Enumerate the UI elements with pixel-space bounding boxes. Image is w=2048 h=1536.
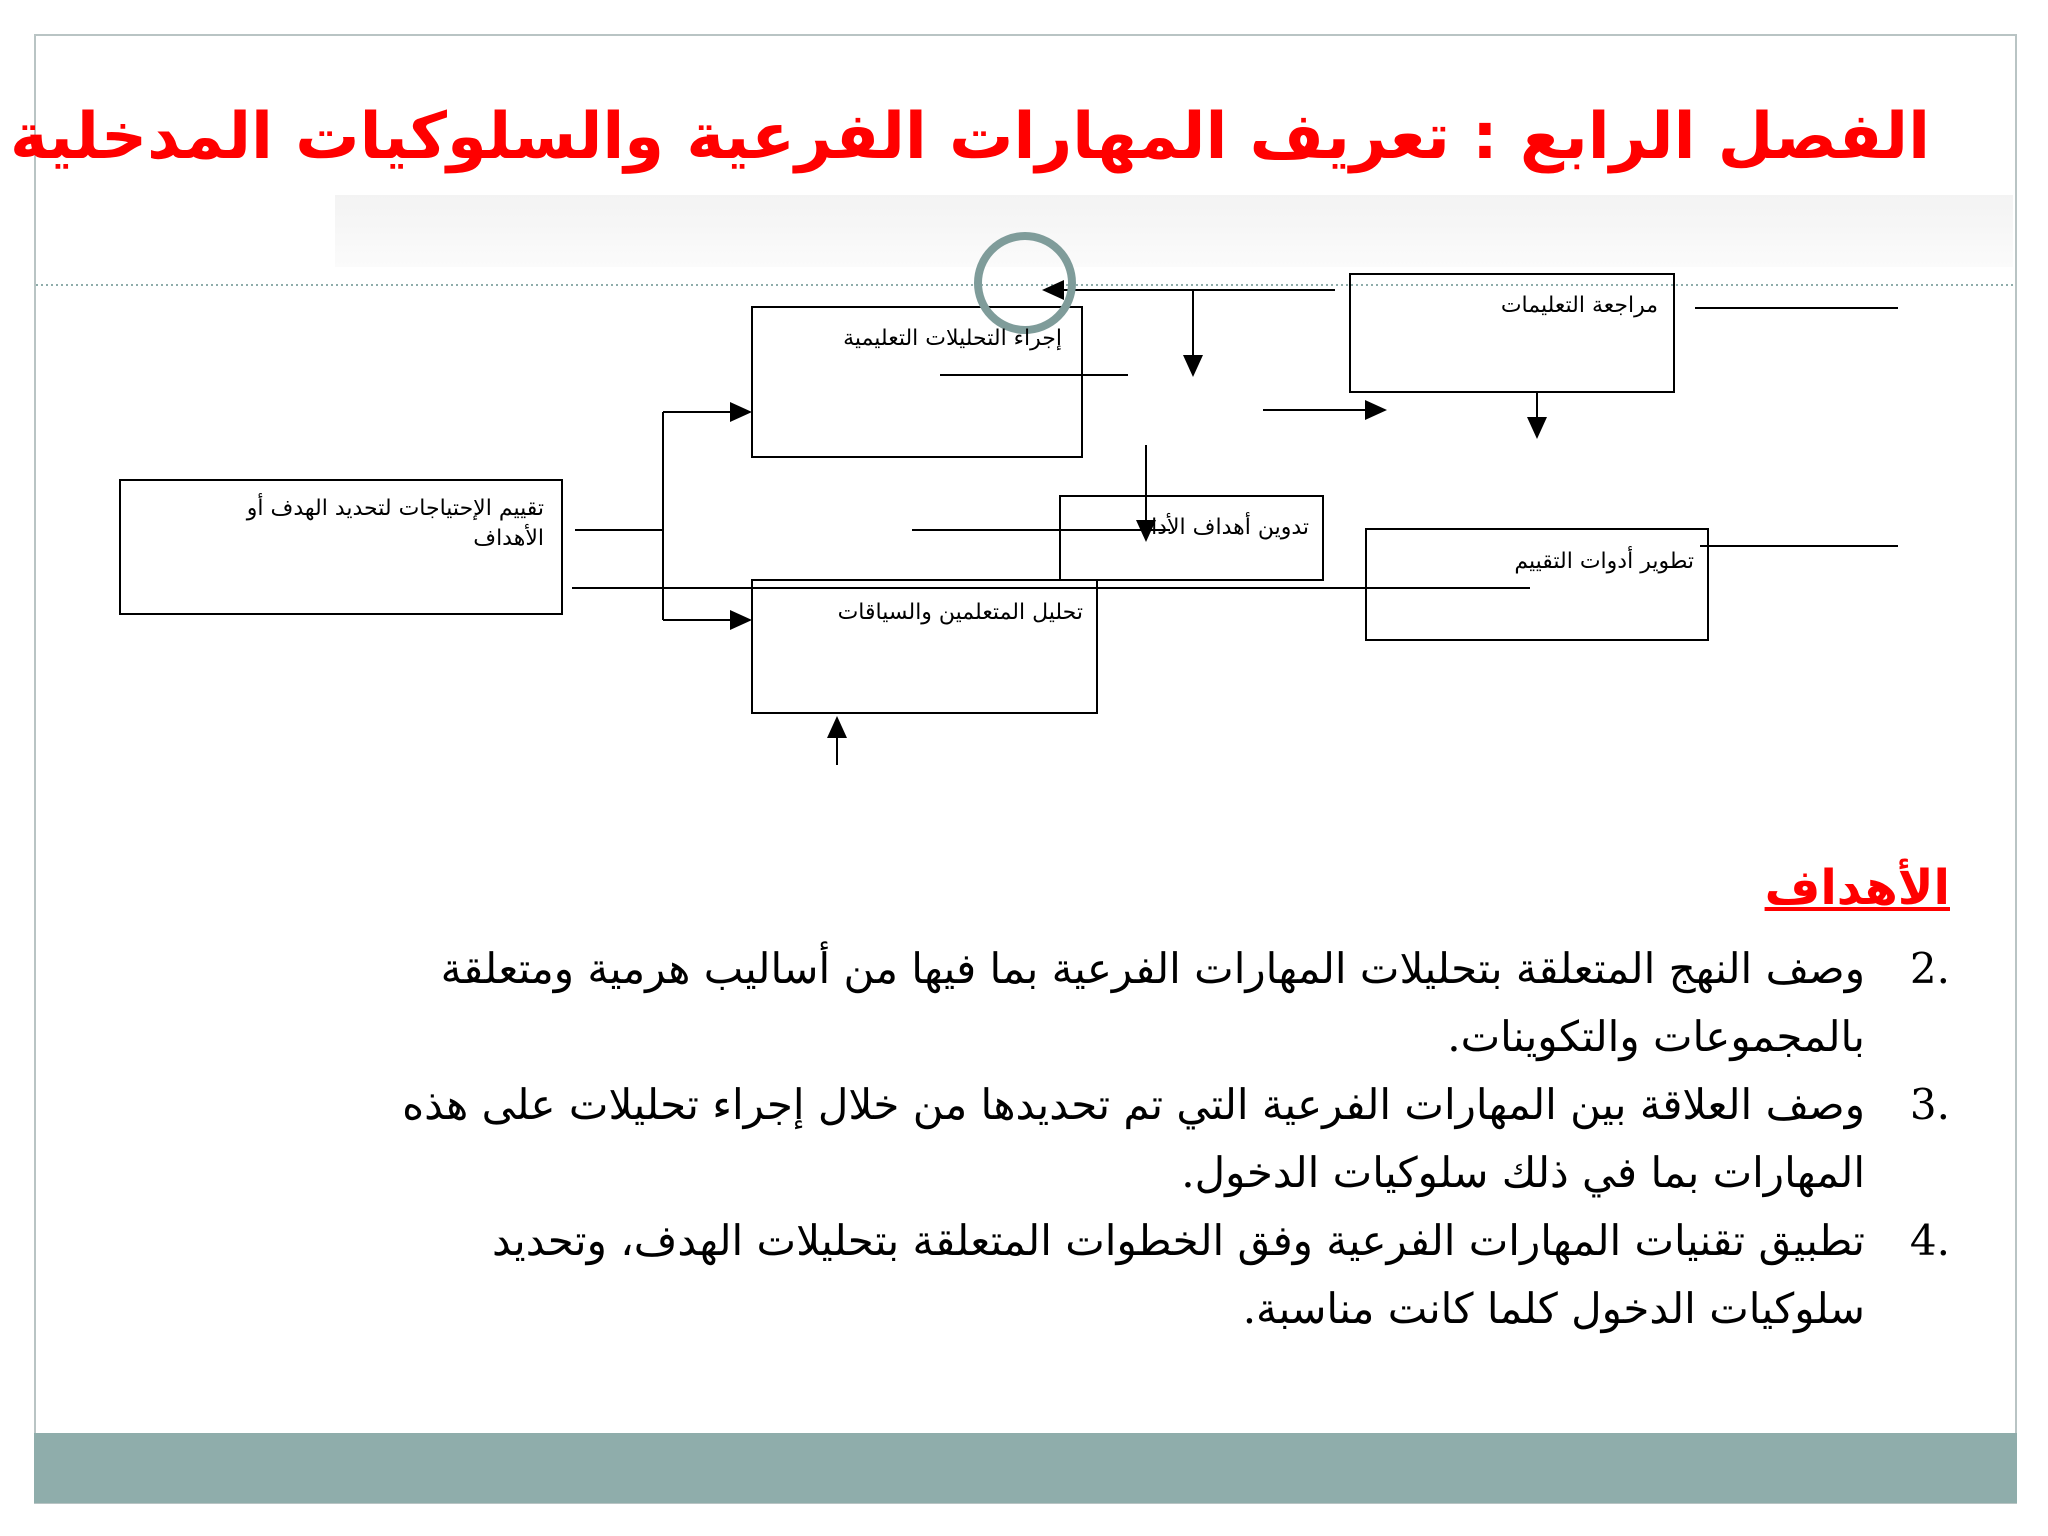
goals-list [350,935,1950,1343]
performance-objectives-label: تدوين أهداف الأداء [1140,515,1309,540]
goal-item [350,1207,1950,1343]
goal-number: 4. [1909,1216,1950,1265]
slide-title: الفصل الرابع : تعريف المهارات الفرعية والسلوكيات المدخلية [9,100,1930,174]
goal-text: تطبيق تقنيات المهارات الفرعية وفق الخطوات المتعلقة بتحليلات الهدف، وتحديد سلوكيات الدخول كلما كانت مناسبة. [492,1216,1865,1333]
needs-assessment-label: تقييم الإحتياجات لتحديد الهدف أو الأهداف [246,496,544,551]
learner-context-label: تحليل المتعلمين والسياقات [837,600,1083,625]
footer-band [34,1433,2017,1503]
assessment-tools-label: تطوير أدوات التقييم [1514,549,1694,574]
instruction-review-label: مراجعة التعليمات [1500,293,1658,318]
goal-number: 2. [1909,944,1950,993]
instructional-analysis-label: إجراء التحليلات التعليمية [843,326,1062,351]
assessment-tools-box [1366,529,1708,640]
goals-heading: الأهداف [1764,860,1950,916]
focus-ring [978,236,1072,330]
goal-text: وصف العلاقة بين المهارات الفرعية التي تم تحديدها من خلال إجراء تحليلات على هذه المهارات بما في ذلك سلوكيات الدخول. [402,1080,1865,1197]
goal-number: 3. [1909,1080,1950,1129]
goal-item [350,1071,1950,1207]
goal-text: وصف النهج المتعلقة بتحليلات المهارات الفرعية بما فيها من أساليب هرمية ومتعلقة بالمجموعات والتكوينات. [440,944,1865,1061]
goal-item [350,935,1950,1071]
